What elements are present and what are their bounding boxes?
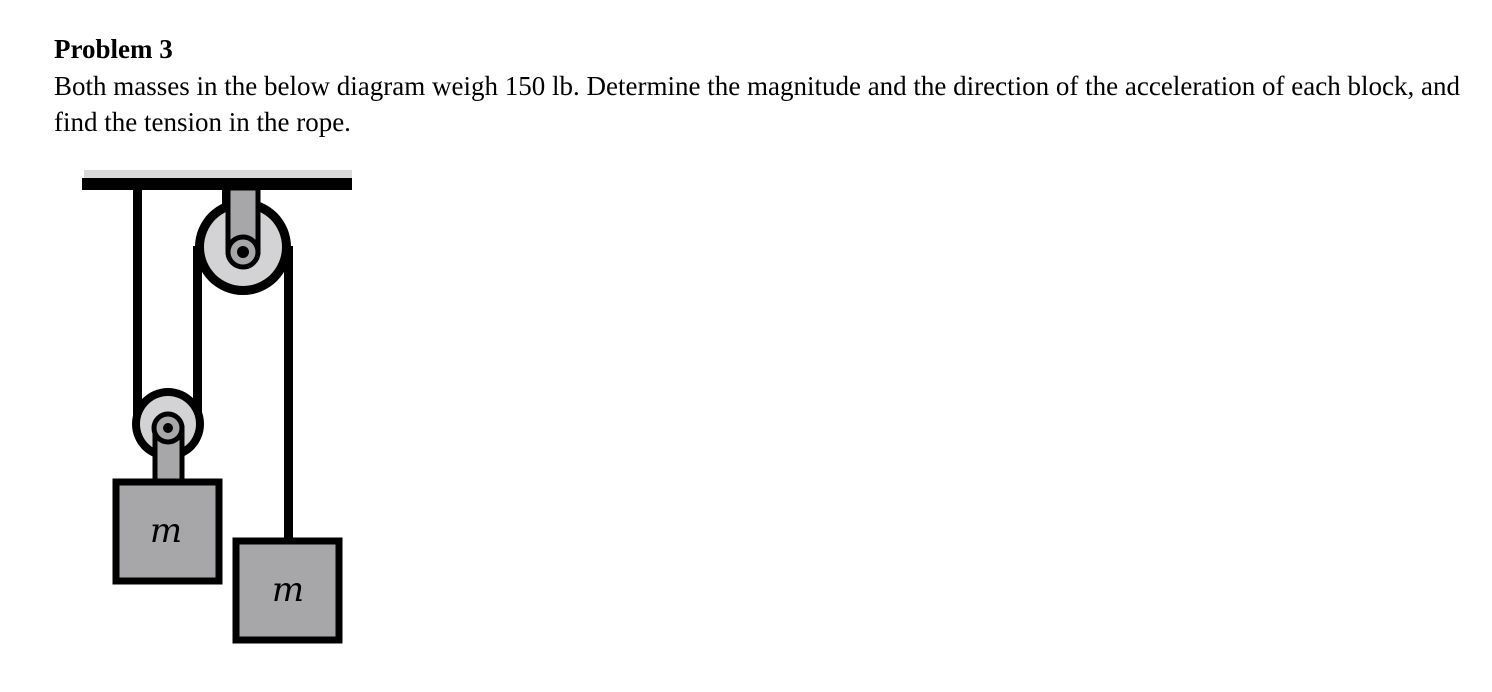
- rope-middle-segment: [193, 246, 202, 420]
- right-block: [236, 541, 339, 640]
- rope-right-segment: [284, 246, 293, 541]
- problem-title: Problem 3: [54, 34, 173, 64]
- rope-anchor-segment: [133, 188, 142, 420]
- right-block-label: m: [271, 570, 305, 610]
- ceiling-highlight: [84, 170, 352, 179]
- movable-pulley: [132, 388, 204, 486]
- left-block-label: m: [149, 511, 183, 551]
- left-block: [116, 482, 219, 581]
- fixed-pulley: [195, 188, 291, 295]
- ceiling: [82, 178, 352, 190]
- problem-statement: Both masses in the below diagram weigh 150 lb. Determine the magnitude and the direction of the acceleration of each block, and find the tension in the rope.: [54, 71, 1460, 137]
